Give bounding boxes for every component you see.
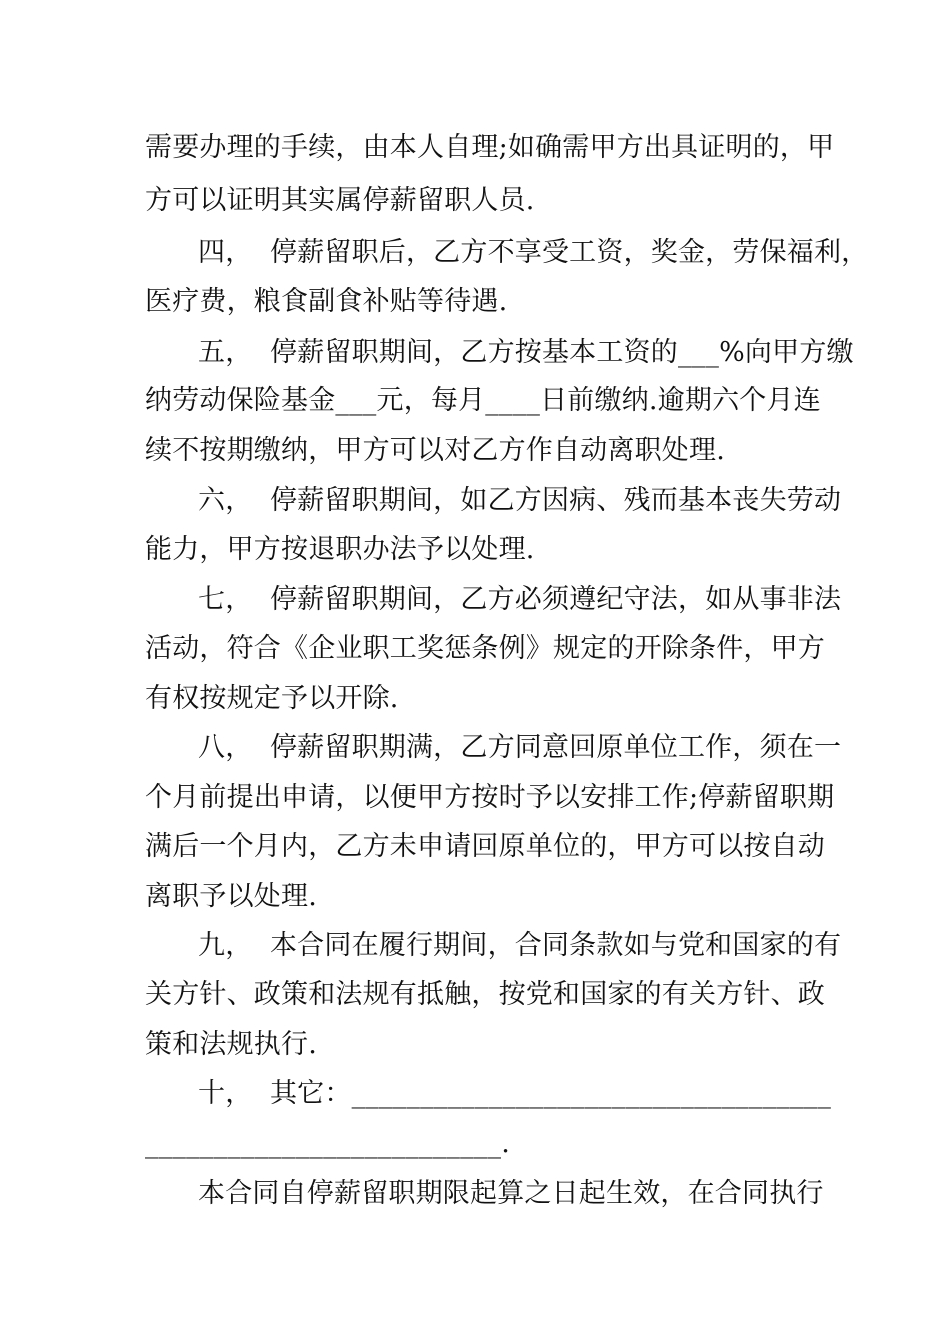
clause-5-line-2: 纳劳动保险基金___元，每月____日前缴纳.逾期六个月连 <box>145 385 821 416</box>
text-line-2: 方可以证明其实属停薪留职人员. <box>145 185 535 216</box>
clause-5-line-1: 五， 停薪留职期间，乙方按基本工资的___%向甲方缴 <box>198 337 854 368</box>
clause-9-line-2: 关方针、政策和法规有抵触，按党和国家的有关方针、政 <box>145 979 825 1010</box>
clause-10-line-2: __________________________. <box>145 1128 510 1159</box>
text-line-1: 需要办理的手续，由本人自理;如确需甲方出具证明的，甲 <box>145 132 835 163</box>
clause-7-line-2: 活动，符合《企业职工奖惩条例》规定的开除条件，甲方 <box>145 633 825 664</box>
clause-9-line-3: 策和法规执行. <box>145 1029 317 1060</box>
clause-8-line-2: 个月前提出申请，以便甲方按时予以安排工作;停薪留职期 <box>145 782 835 813</box>
closing-text-line: 本合同自停薪留职期限起算之日起生效，在合同执行 <box>198 1178 824 1209</box>
clause-8-line-3: 满后一个月内，乙方未申请回原单位的，甲方可以按自动 <box>145 831 825 862</box>
clause-10-line-1: 十， 其它：___________________________________ <box>198 1078 832 1109</box>
clause-6-line-1: 六， 停薪留职期间，如乙方因病、残而基本丧失劳动 <box>198 485 842 516</box>
clause-5-line-3: 续不按期缴纳，甲方可以对乙方作自动离职处理. <box>145 435 725 466</box>
clause-4-line-2: 医疗费，粮食副食补贴等待遇. <box>145 286 508 317</box>
clause-8-line-1: 八， 停薪留职期满，乙方同意回原单位工作，须在一 <box>198 732 842 763</box>
clause-8-line-4: 离职予以处理. <box>145 881 317 912</box>
clause-4-line-1: 四， 停薪留职后，乙方不享受工资，奖金，劳保福利， <box>198 237 869 268</box>
clause-6-line-2: 能力，甲方按退职办法予以处理. <box>145 534 535 565</box>
clause-7-line-1: 七， 停薪留职期间，乙方必须遵纪守法，如从事非法 <box>198 584 842 615</box>
clause-7-line-3: 有权按规定予以开除. <box>145 683 399 714</box>
clause-9-line-1: 九， 本合同在履行期间，合同条款如与党和国家的有 <box>198 930 842 961</box>
